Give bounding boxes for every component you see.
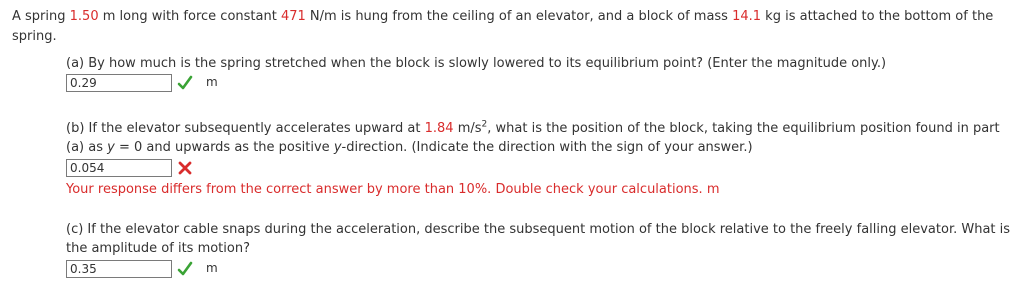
part-b-exponent: 2 xyxy=(481,119,488,130)
part-b-question-2: m/s xyxy=(453,121,482,136)
intro-text-4: kg is attached to the bottom of the spring. xyxy=(12,9,994,44)
correct-check-icon xyxy=(177,74,193,92)
part-c-answer-input[interactable]: 0.35 xyxy=(66,260,172,278)
intro-text-2: m long with force constant xyxy=(98,9,281,24)
part-b-question-4: = 0 and upwards as the positive xyxy=(114,140,334,155)
part-b-answer-input[interactable]: 0.054 xyxy=(66,159,172,177)
part-b-variable-y-2: y xyxy=(333,140,342,155)
correct-check-icon xyxy=(177,260,193,278)
part-c-question: (c) If the elevator cable snaps during the acceleration, describe the subsequent motion of the block relative to the freely falling elevator. What is the amplitude of its motion? xyxy=(66,222,1011,256)
problem-statement xyxy=(12,7,1012,47)
part-a-question: (a) By how much is the spring stretched when the block is slowly lowered to its equilibrium point? (Enter the magnitude only.) xyxy=(66,56,887,71)
part-a-unit: m xyxy=(206,75,218,89)
acceleration-value: 1.84 xyxy=(424,121,454,136)
part-b-variable-y: y xyxy=(107,140,115,155)
part-b-feedback xyxy=(66,180,720,199)
part-c-answer-row xyxy=(66,260,466,280)
part-b-question-1: (b) If the elevator subsequently accelerates upward at xyxy=(66,121,425,136)
spring-length-value: 1.50 xyxy=(69,9,99,24)
intro-text-1: A spring xyxy=(12,9,70,24)
part-b-feedback-unit: m xyxy=(706,182,720,197)
part-c xyxy=(66,220,1016,276)
part-a-answer-row xyxy=(66,74,466,94)
part-c-unit: m xyxy=(206,261,218,275)
part-a xyxy=(66,54,1016,90)
part-a-answer-input[interactable]: 0.29 xyxy=(66,74,172,92)
part-b-answer-row xyxy=(66,159,466,179)
incorrect-x-icon xyxy=(177,159,193,177)
part-b-question-5: -direction. (Indicate the direction with the sign of your answer.) xyxy=(341,140,753,155)
part-b xyxy=(66,119,1016,197)
intro-text-3: N/m is hung from the ceiling of an elevator, and a block of mass xyxy=(305,9,733,24)
part-b-feedback-text: Your response differs from the correct answer by more than 10%. Double check your calculations. xyxy=(66,182,703,197)
part-b-question xyxy=(66,119,1016,157)
force-constant-value: 471 xyxy=(280,9,306,24)
mass-value: 14.1 xyxy=(732,9,762,24)
part-b-question-3: , what is the position of the block, taking the equilibrium position found in part (a) as xyxy=(66,121,1000,155)
